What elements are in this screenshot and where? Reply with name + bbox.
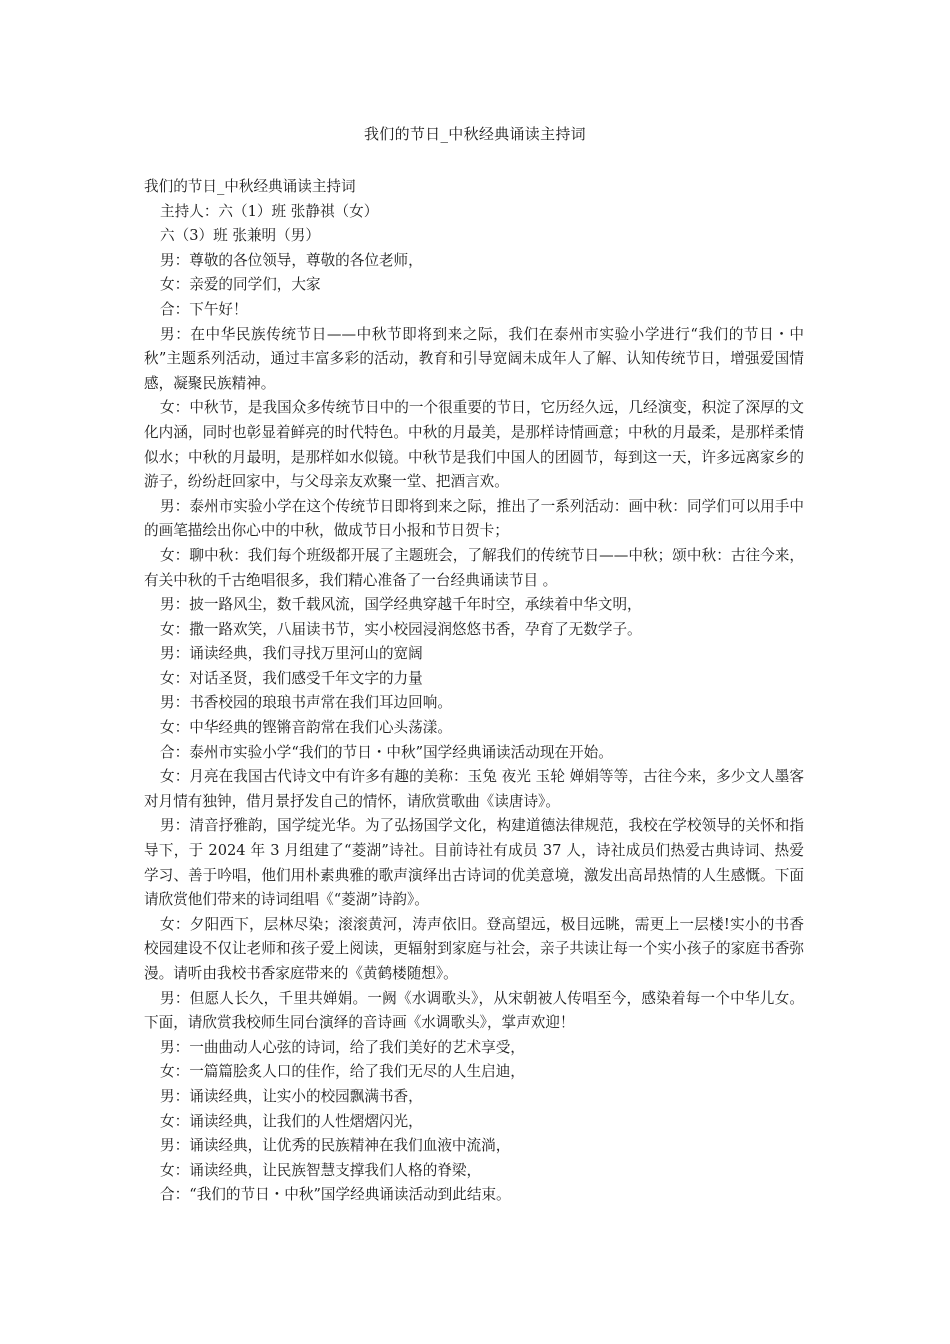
paragraph: 男：尊敬的各位领导，尊敬的各位老师，: [160, 251, 423, 269]
paragraph: 男：诵读经典，让优秀的民族精神在我们血液中流淌，: [160, 1137, 511, 1155]
paragraph: 男：一曲曲动人心弦的诗词，给了我们美好的艺术享受，: [160, 1038, 525, 1056]
paragraph: 女：诵读经典，让我们的人性熠熠闪光，: [160, 1112, 423, 1130]
paragraph: 男：清音抒雅韵，国学绽光华。为了弘扬国学文化，构建道德法律规范，我校在学校领导的关怀和指导下，于 2024 年 3 月组建了“菱湖”诗社。目前诗社有成员 37 人，诗社成员们热爱古典诗词、热爱学习、善于吟唱，他们用朴素典雅的歌声演绎出古诗词的优美意境，激发出高昂热情的人生感慨。下面请欣赏他们带来的诗词组唱《“菱湖”诗韵》。: [144, 817, 804, 909]
paragraph: 男：在中华民族传统节日——中秋节即将到来之际，我们在泰州市实验小学进行“我们的节日・中秋”主题系列活动，通过丰富多彩的活动，教育和引导宽阔未成年人了解、认知传统节日，增强爱国情感，凝聚民族精神。: [144, 325, 804, 392]
paragraph: 合：下午好！: [160, 300, 248, 318]
paragraph: 合：“我们的节日・中秋”国学经典诵读活动到此结束。: [160, 1186, 511, 1204]
document-body: [144, 175, 804, 1208]
paragraph: 男：诵读经典，我们寻找万里河山的宽阔: [160, 645, 423, 663]
paragraph: 女：对话圣贤，我们感受千年文字的力量: [160, 669, 423, 687]
paragraph: 女：夕阳西下，层林尽染；滚滚黄河，涛声依旧。登高望远，极目远眺，需更上一层楼!实小的书香校园建设不仅让老师和孩子爱上阅读，更辐射到家庭与社会，亲子共读让每一个实小孩子的家庭书香弥漫。请听由我校书香家庭带来的《黄鹤楼随想》。: [144, 915, 804, 982]
paragraph: 六（3）班 张兼明（男）: [160, 227, 320, 245]
paragraph: 男：披一路风尘，数千载风流，国学经典穿越千年时空，承续着中华文明，: [160, 596, 642, 614]
paragraph: 男：但愿人长久，千里共婵娟。一阙《水调歌头》，从宋朝被人传唱至今，感染着每一个中华儿女。 下面，请欣赏我校师生同台演绎的音诗画《水调歌头》，掌声欢迎！: [144, 989, 804, 1032]
paragraph: 合：泰州市实验小学“我们的节日・中秋”国学经典诵读活动现在开始。: [160, 743, 613, 761]
paragraph: 主持人：六（1）班 张静祺（女）: [160, 202, 379, 220]
paragraph: 女：一篇篇脍炙人口的佳作，给了我们无尽的人生启迪，: [160, 1063, 525, 1081]
paragraph: 男：书香校园的琅琅书声常在我们耳边回响。: [160, 694, 452, 712]
paragraph: 女：中秋节，是我国众多传统节日中的一个很重要的节日，它历经久远，几经演变，积淀了深厚的文化内涵，同时也彰显着鲜亮的时代特色。中秋的月最美，是那样诗情画意；中秋的月最柔，是那样柔情似水；中秋的月最明，是那样如水似镜。中秋节是我们中国人的团圆节，每到这一天，许多远离家乡的游子，纷纷赶回家中，与父母亲友欢聚一堂、把酒言欢。: [144, 399, 804, 491]
paragraph: 女：聊中秋：我们每个班级都开展了主题班会，了解我们的传统节日——中秋；颂中秋：古往今来，有关中秋的千古绝唱很多，我们精心准备了一台经典诵读节目 。: [144, 546, 804, 589]
paragraph: 女：中华经典的铿锵音韵常在我们心头荡漾。: [160, 719, 452, 737]
paragraph: 男：诵读经典，让实小的校园飘满书香，: [160, 1087, 423, 1105]
paragraph: 女：月亮在我国古代诗文中有许多有趣的美称：玉兔 夜光 玉轮 婵娟等等，古往今来，多少文人墨客对月情有独钟，借月景抒发自己的情怀，请欣赏歌曲《读唐诗》。: [144, 768, 804, 810]
body-heading: 我们的节日_中秋经典诵读主持词: [144, 178, 356, 195]
document-title: 我们的节日_中秋经典诵读主持词: [363, 125, 586, 143]
paragraph: 男：泰州市实验小学在这个传统节日即将到来之际，推出了一系列活动：画中秋：同学们可以用手中的画笔描绘出你心中的中秋，做成节日小报和节日贺卡；: [144, 497, 804, 540]
paragraph: 女：诵读经典，让民族智慧支撑我们人格的脊梁，: [160, 1161, 482, 1179]
paragraph: 女：撒一路欢笑，八届读书节，实小校园浸润悠悠书香，孕育了无数学子。: [160, 620, 642, 638]
paragraph: 女：亲爱的同学们，大家: [160, 276, 321, 294]
